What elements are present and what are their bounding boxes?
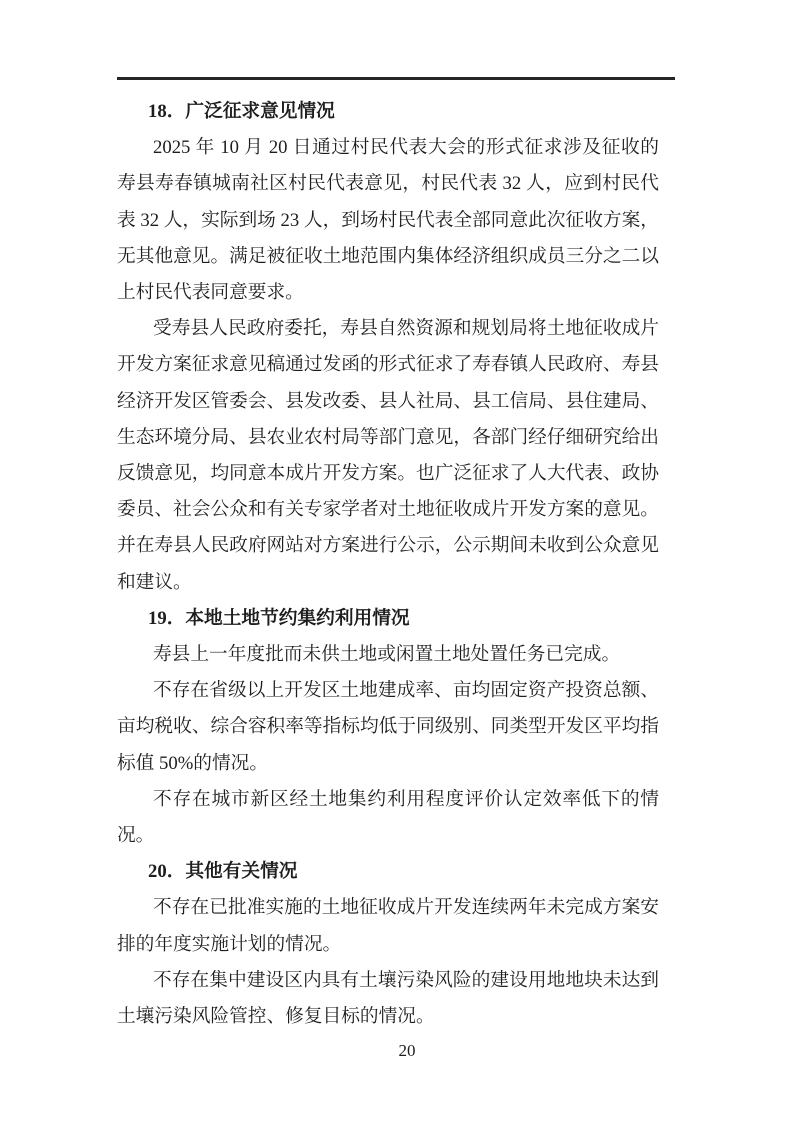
section-19-paragraph-1: 寿县上一年度批而未供土地或闲置土地处置任务已完成。: [153, 644, 621, 666]
section-20-paragraph-1: 不存在已批准实施的土地征收成片开发连续两年未完成方案安排的年度实施计划的情况。: [117, 897, 659, 955]
section-18-paragraph-2: 受寿县人民政府委托，寿县自然资源和规划局将土地征收成片开发方案征求意见稿通过发函的形式征求了寿春镇人民政府、寿县经济开发区管委会、县发改委、县人社局、县工信局、县住建局、生态环境分局、县农业农村局等部门意见，各部门经仔细研究给出反馈意见，均同意本成片开发方案。也广泛征求了人大代表、政协委员、社会公众和有关专家学者对土地征收成片开发方案的意见。并在寿县人民政府网站对方案进行公示，公示期间未收到公众意见和建议。: [117, 318, 659, 593]
section-20-heading: 20．其他有关情况: [148, 861, 298, 883]
section-18-heading: 18．广泛征求意见情况: [148, 101, 335, 122]
page-number: 20: [398, 1041, 416, 1060]
section-20-paragraph-2: 不存在集中建设区内具有土壤污染风险的建设用地地块未达到土壤污染风险管控、修复目标的情况。: [117, 969, 659, 1028]
header-rule-divider: [117, 77, 675, 80]
section-19-paragraph-2: 不存在省级以上开发区土地建成率、亩均固定资产投资总额、亩均税收、综合容积率等指标均低于同级别、同类型开发区平均指标值 50%的情况。: [117, 680, 659, 774]
document-content: [117, 94, 659, 1035]
section-19-paragraph-3: 不存在城市新区经土地集约利用程度评价认定效率低下的情况。: [117, 788, 659, 847]
section-18-paragraph-1: 2025 年 10 月 20 日通过村民代表大会的形式征求涉及征收的寿县寿春镇城南社区村民代表意见，村民代表 32 人，应到村民代表 32 人，实际到场 23 人，到场村民代表全部同意此次征收方案，无其他意见。满足被征收土地范围内集体经济组织成员三分之二以上村民代表同意要求。: [117, 137, 659, 304]
section-19-heading: 19．本地土地节约集约利用情况: [148, 607, 410, 629]
